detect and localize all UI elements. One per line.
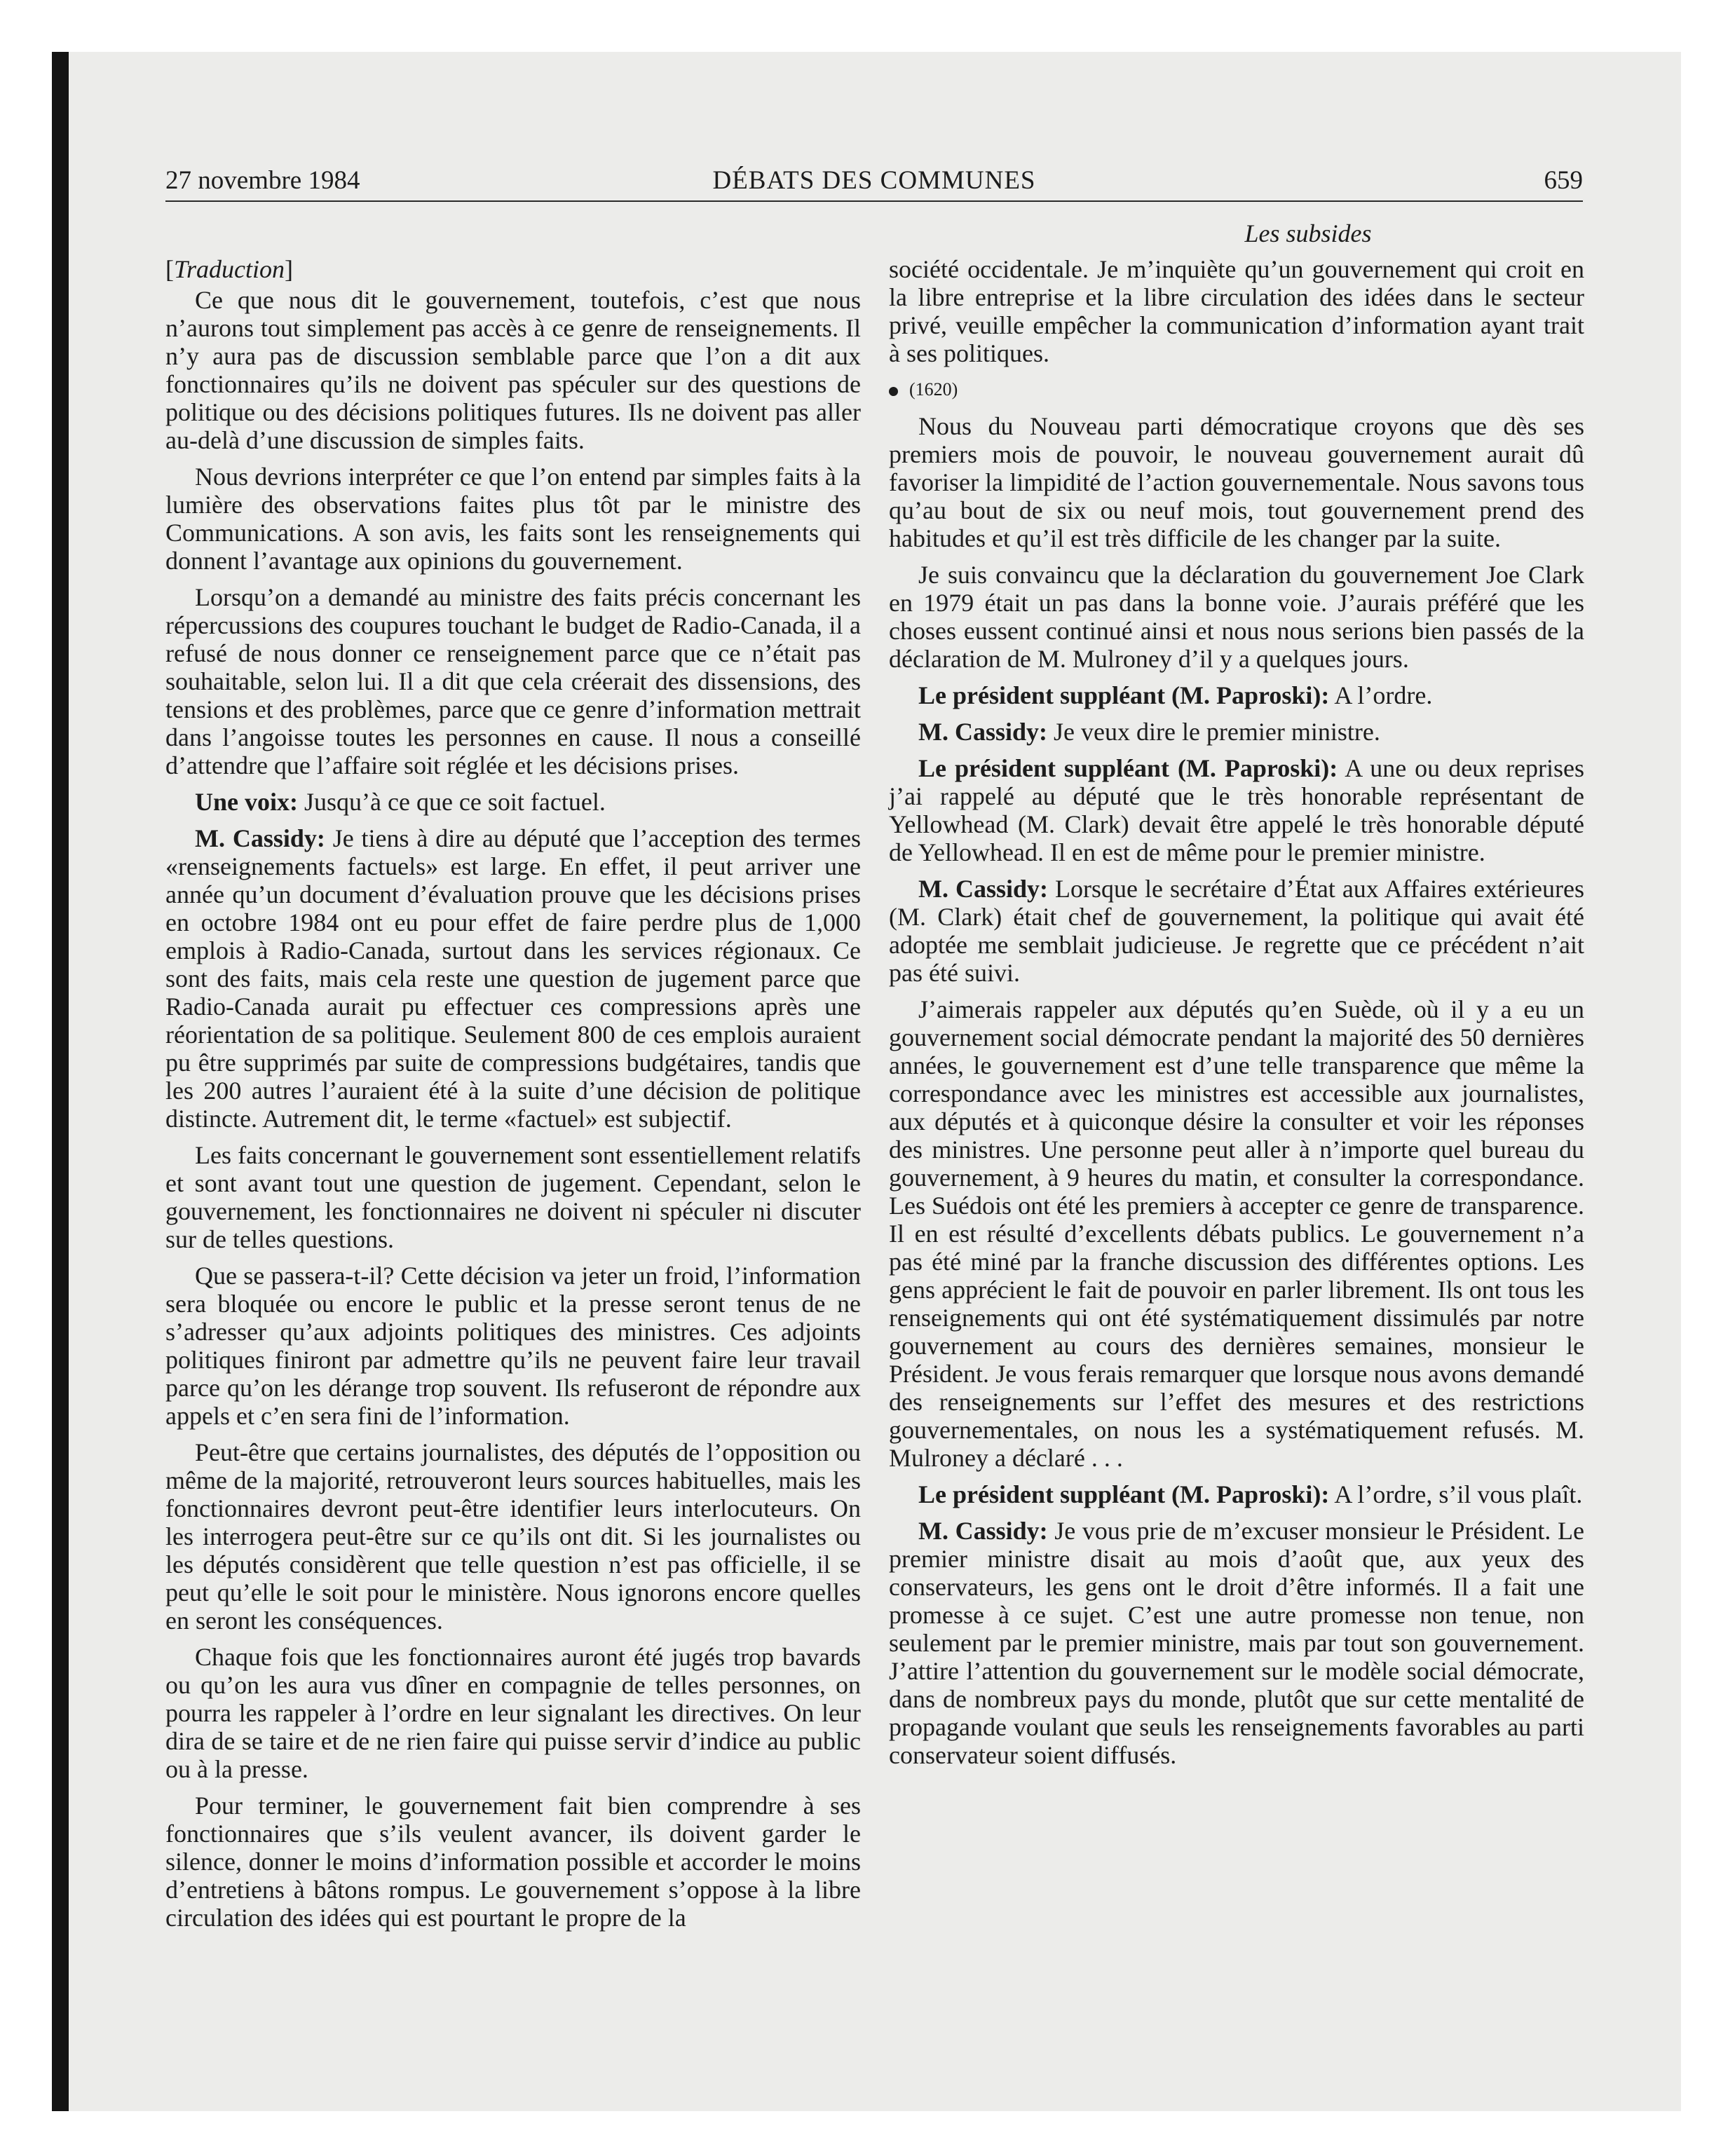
speech-text: Je vous prie de m’excuser monsieur le Président. Le premier ministre disait au mois d’août que, aux yeux des conservateurs, les gens ont le droit d’être informés. Il a fait une promesse à ce sujet. C’est une autre promesse non tenue, non seulement par le premier ministre, mais par tout son gouvernement. J’attire l’attention du gouvernement sur le modèle social démocrate, dans de nombreux pays du monde, plutôt que sur cette mentalité de propagande voulant que seuls les renseignements favorables au parti conservateur soient diffusés.	[889, 1517, 1585, 1769]
section-title: Les subsides	[1244, 219, 1372, 247]
paragraph: Chaque fois que les fonctionnaires auront été jugés trop bavards ou qu’on les aura vus dîner en compagnie de telles personnes, on pourra les rappeler à l’ordre en leur signalant les directives. On leur dira de se taire et de ne rien faire qui puisse servir d’indice au public ou à la presse.	[165, 1643, 861, 1783]
speech-text: Je tiens à dire au député que l’acception des termes «renseignements factuels» est large. En effet, il peut arriver une année qu’un document d’évaluation prouve que les décisions prises en octobre 1984 ont eu pour effet de faire perdre plus de 1,000 emplois à Radio-Canada, surtout dans les services régionaux. Ce sont des faits, mais cela reste une question de jugement parce que Radio-Canada aurait pu effectuer ces compressions après une réorientation de sa politique. Seulement 800 de ces emplois auraient pu être supprimés par suite de compressions budgétaires, tandis que les 200 autres l’auraient été à la suite d’une décision de politique distincte. Autrement dit, le terme «factuel» est subjectif.	[165, 824, 861, 1133]
running-header	[165, 163, 1583, 199]
speech-text: A l’ordre.	[1329, 681, 1433, 709]
speaker-name: Le président suppléant (M. Paproski):	[918, 681, 1330, 709]
speech	[889, 681, 1584, 709]
time-marker-text: (1620)	[909, 379, 958, 400]
translation-tag-text: Traduction	[174, 255, 285, 283]
paragraph: Ce que nous dit le gouvernement, toutefois, c’est que nous n’aurons tout simplement pas accès à ce genre de renseignements. Il n’y aura pas de discussion semblable parce que l’on a dit aux fonctionnaires qu’ils ne doivent pas spéculer sur des questions de politique ou des décisions politiques futures. Ils ne doivent pas aller au-delà d’une discussion de simples faits.	[165, 286, 861, 454]
right-column	[889, 255, 1584, 1778]
paragraph: J’aimerais rappeler aux députés qu’en Suède, où il y a eu un gouvernement social démocrate pendant la majorité des 50 dernières années, le gouvernement est d’une telle transparence que même la correspondance avec les ministres est accessible aux journalistes, aux députés et à quiconque désire la consulter et voir les réponses des ministres. Une personne peut aller à n’importe quel bureau du gouvernement, à 9 heures du matin, et consulter la correspondance. Les Suédois ont été les premiers à accepter ce genre de transparence. Il en est résulté d’excellents débats publics. Le gouvernement n’a pas été miné par la franche discussion des différentes options. Les gens apprécient le fait de pouvoir en parler librement. Ils ont tous les renseignements qui ont été systématiquement dissimulés par notre gouvernement au cours des dernières semaines, monsieur le Président. Je vous ferais remarquer que lorsque nous avons demandé des renseignements sur l’effet des mesures et des restrictions gouvernementales, on nous les a systématiquement refusés. M. Mulroney a déclaré . . .	[889, 995, 1584, 1472]
header-date: 27 novembre 1984	[165, 166, 360, 195]
paragraph: Pour terminer, le gouvernement fait bien comprendre à ses fonctionnaires que s’ils veulent avancer, ils doivent garder le silence, donner le moins d’information possible et accorder le moins d’entretiens à bâtons rompus. Le gouvernement s’oppose à la libre circulation des idées qui est pourtant le propre de la	[165, 1792, 861, 1932]
speaker-name: M. Cassidy:	[918, 875, 1049, 903]
speech	[889, 1517, 1584, 1769]
speech-text: Jusqu’à ce que ce soit factuel.	[298, 788, 606, 816]
page-number: 659	[1544, 166, 1583, 195]
header-publication: DÉBATS DES COMMUNES	[712, 166, 1036, 195]
speaker-name: Une voix:	[195, 788, 298, 816]
speech	[889, 718, 1584, 746]
speech-text: A l’ordre, s’il vous plaît.	[1329, 1480, 1583, 1508]
speaker-name: M. Cassidy:	[918, 1517, 1048, 1545]
paragraph: Nous devrions interpréter ce que l’on entend par simples faits à la lumière des observations faites plus tôt par le ministre des Communications. A son avis, les faits sont les renseignements qui donnent l’avantage aux opinions du gouvernement.	[165, 463, 861, 575]
time-marker	[889, 376, 1584, 404]
header-rule	[165, 200, 1583, 202]
speech	[889, 754, 1584, 866]
paragraph: Peut-être que certains journalistes, des députés de l’opposition ou même de la majorité, retrouveront leurs sources habituelles, mais les fonctionnaires devront peut-être identifier leurs interlocuteurs. On les interrogera peut-être sur ce qu’ils ont dit. Si les journalistes ou les députés considèrent que telle question n’est pas officielle, il se peut qu’elle le soit pour le ministère. Nous ignorons encore quelles en seront les conséquences.	[165, 1438, 861, 1635]
speaker-name: M. Cassidy:	[195, 824, 325, 852]
paragraph: Je suis convaincu que la déclaration du gouvernement Joe Clark en 1979 était un pas dans la bonne voie. J’aurais préféré que les choses eussent continué ainsi et nous nous serions bien passés de la déclaration de M. Mulroney d’il y a quelques jours.	[889, 561, 1584, 673]
speaker-name: Le président suppléant (M. Paproski):	[918, 754, 1338, 782]
speaker-name: Le président suppléant (M. Paproski):	[918, 1480, 1330, 1508]
speech-text: Lorsque le secrétaire d’État aux Affaires extérieures (M. Clark) était chef de gouvernement, la politique qui avait été adoptée me semblait judicieuse. Je regrette que ce précédent n’ait pas été suivi.	[889, 875, 1584, 987]
speaker-name: M. Cassidy:	[918, 718, 1048, 746]
speech	[165, 824, 861, 1133]
paragraph: Nous du Nouveau parti démocratique croyons que dès ses premiers mois de pouvoir, le nouveau gouvernement aurait dû favoriser la limpidité de l’action gouvernementale. Nous savons tous qu’au bout de six ou neuf mois, tout gouvernement prend des habitudes et qu’il est très difficile de les changer par la suite.	[889, 412, 1584, 552]
speech	[889, 1480, 1584, 1508]
interjection	[165, 788, 861, 816]
binding-edge	[52, 52, 69, 2111]
translation-tag: [Traduction]	[165, 255, 294, 283]
paragraph: Les faits concernant le gouvernement sont essentiellement relatifs et sont avant tout une question de jugement. Cependant, selon le gouvernement, les fonctionnaires ne doivent ni spéculer ni discuter sur de telles questions.	[165, 1141, 861, 1253]
paragraph-continuation: société occidentale. Je m’inquiète qu’un gouvernement qui croit en la libre entreprise et la libre circulation des idées dans le secteur privé, veuille empêcher la communication d’information ayant trait à ses politiques.	[889, 255, 1584, 367]
speech-text: A une ou deux reprises j’ai rappelé au député que le très honorable représentant de Yellowhead (M. Clark) devait être appelé le très honorable député de Yellowhead. Il en est de même pour le premier ministre.	[889, 754, 1584, 866]
speech-text: Je veux dire le premier ministre.	[1047, 718, 1380, 746]
bullet-icon	[889, 387, 898, 396]
left-column	[165, 255, 861, 1940]
speech	[889, 875, 1584, 987]
paragraph: Que se passera-t-il? Cette décision va jeter un froid, l’information sera bloquée ou encore le public et la presse seront tenus de ne s’adresser qu’aux adjoints politiques des ministres. Ces adjoints politiques finiront par admettre qu’ils ne peuvent faire leur travail parce qu’on les dérange trop souvent. Ils refuseront de répondre aux appels et c’en sera fini de l’information.	[165, 1262, 861, 1430]
paragraph: Lorsqu’on a demandé au ministre des faits précis concernant les répercussions des coupures touchant le budget de Radio-Canada, il a refusé de nous donner ce renseignement parce que ce n’était pas souhaitable, selon lui. Il a dit que cela créerait des dissensions, des tensions et des problèmes, parce que ce genre d’information mettrait dans l’angoisse toutes les personnes en cause. Il nous a conseillé d’attendre que l’affaire soit réglée et les décisions prises.	[165, 583, 861, 779]
